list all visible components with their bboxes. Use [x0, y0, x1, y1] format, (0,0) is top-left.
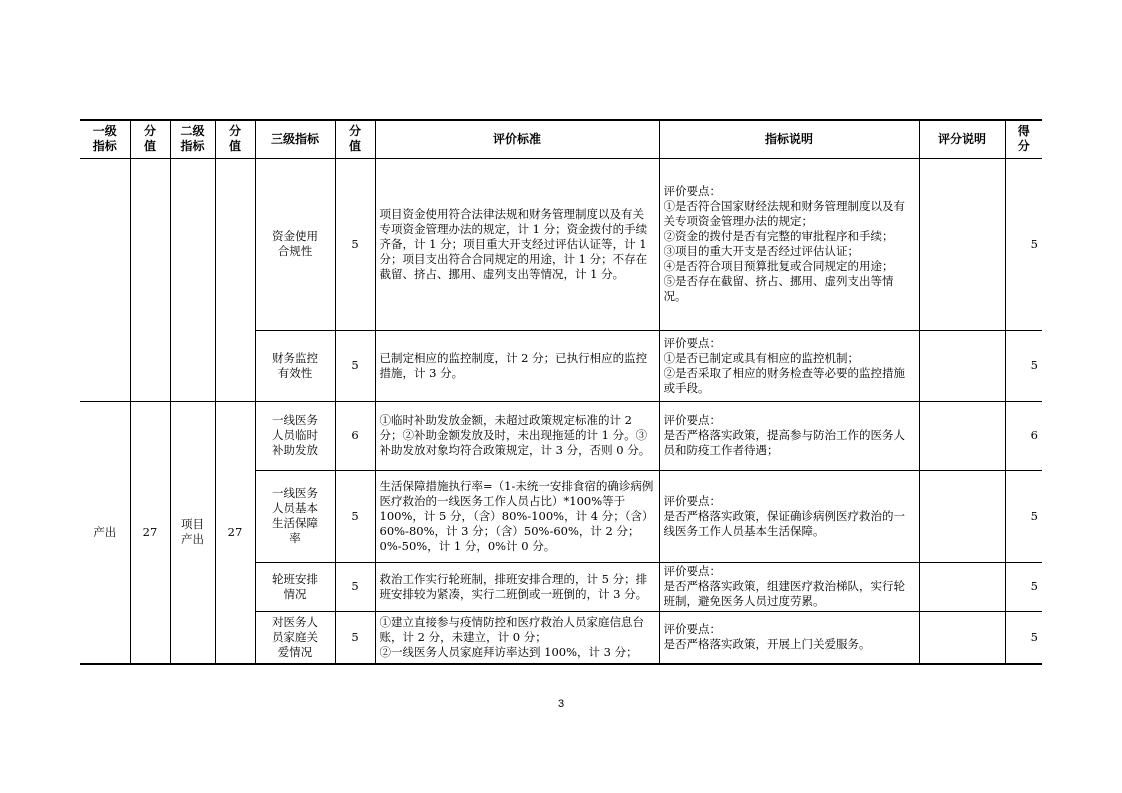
indicator-explanation: 评价要点： 是否严格落实政策，开展上门关爱服务。 [659, 611, 919, 664]
evaluation-criteria: 项目资金使用符合法律法规和财务管理制度以及有关专项资金管理办法的规定，计 1 分；资金拨付的手续齐备，计 1 分；项目重大开支经过评估认证等，计 1 分；项目支出符合合同规定的用途，计 1 分；不存在截留、挤占、挪用、虚列支出等情况，计 1 分。 [375, 158, 659, 330]
indicator-score: 6 [335, 401, 375, 470]
table-row [80, 158, 1042, 330]
score1-output: 27 [130, 401, 170, 664]
table-row [80, 401, 1042, 470]
evaluation-criteria: 生活保障措施执行率=（1-未统一安排食宿的确诊病例医疗救治的一线医务工作人员占比）*100%等于 100%，计 5 分，（含）80%-100%，计 4 分；（含）60%-80%，计 3 分；（含）50%-60%，计 2 分；0%-50%，计 1 分，0%计 0 分。 [375, 470, 659, 562]
indicator-score: 5 [335, 330, 375, 401]
header-explanation: 指标说明 [659, 120, 919, 158]
indicator-name: 对医务人 员家庭关 爱情况 [255, 611, 335, 664]
indicator-score: 5 [335, 470, 375, 562]
score1-cell-empty [130, 158, 170, 401]
header-obtained: 得 分 [1005, 120, 1042, 158]
indicator-explanation: 评价要点： ①是否已制定或具有相应的监控机制； ②是否采取了相应的财务检查等必要的监控措施或手段。 [659, 330, 919, 401]
level1-cell-empty [80, 158, 130, 401]
header-criteria: 评价标准 [375, 120, 659, 158]
score2-output: 27 [215, 401, 255, 664]
indicator-score: 5 [335, 611, 375, 664]
scoring-note [919, 562, 1005, 611]
evaluation-criteria: ①临时补助发放金额，未超过政策规定标准的计 2 分；②补助金额发放及时，未出现拖延的计 1 分。③补助发放对象均符合政策规定，计 3 分，否则 0 分。 [375, 401, 659, 470]
header-score2: 分 值 [215, 120, 255, 158]
scoring-note [919, 158, 1005, 330]
indicator-score: 5 [335, 158, 375, 330]
header-level1: 一级 指标 [80, 120, 130, 158]
header-score1: 分 值 [130, 120, 170, 158]
obtained-score: 5 [1005, 158, 1042, 330]
scoring-note [919, 401, 1005, 470]
obtained-score: 5 [1005, 330, 1042, 401]
level2-cell-empty [170, 158, 215, 401]
indicator-name: 资金使用 合规性 [255, 158, 335, 330]
page-number: 3 [557, 698, 565, 710]
obtained-score: 6 [1005, 401, 1042, 470]
evaluation-criteria: ①建立直接参与疫情防控和医疗救治人员家庭信息台账，计 2 分，未建立，计 0 分； ②一线医务人员家庭拜访率达到 100%，计 3 分； [375, 611, 659, 664]
evaluation-table [80, 119, 1042, 665]
evaluation-criteria: 已制定相应的监控制度，计 2 分；已执行相应的监控措施，计 3 分。 [375, 330, 659, 401]
indicator-explanation: 评价要点： ①是否符合国家财经法规和财务管理制度以及有关专项资金管理办法的规定； ②资金的拨付是否有完整的审批程序和手续； ③项目的重大开支是否经过评估认证； ④是否符合项目预算批复或合同规定的用途； ⑤是否存在截留、挤占、挪用、虚列支出等情况。 [659, 158, 919, 330]
indicator-score: 5 [335, 562, 375, 611]
indicator-explanation: 评价要点： 是否严格落实政策，提高参与防治工作的医务人员和防疫工作者待遇； [659, 401, 919, 470]
scoring-note [919, 330, 1005, 401]
header-score3: 分 值 [335, 120, 375, 158]
score2-cell-empty [215, 158, 255, 401]
header-scoring-note: 评分说明 [919, 120, 1005, 158]
obtained-score: 5 [1005, 562, 1042, 611]
level1-output: 产出 [80, 401, 130, 664]
scoring-note [919, 470, 1005, 562]
indicator-name: 一线医务 人员临时 补助发放 [255, 401, 335, 470]
indicator-explanation: 评价要点： 是否严格落实政策，保证确诊病例医疗救治的一线医务工作人员基本生活保障。 [659, 470, 919, 562]
header-level2: 二级 指标 [170, 120, 215, 158]
indicator-name: 轮班安排 情况 [255, 562, 335, 611]
header-level3: 三级指标 [255, 120, 335, 158]
level2-project-output: 项目 产出 [170, 401, 215, 664]
obtained-score: 5 [1005, 611, 1042, 664]
indicator-explanation: 评价要点： 是否严格落实政策，组建医疗救治梯队，实行轮班制，避免医务人员过度劳累。 [659, 562, 919, 611]
evaluation-criteria: 救治工作实行轮班制，排班安排合理的，计 5 分；排班安排较为紧凑，实行二班倒或一班倒的，计 3 分。 [375, 562, 659, 611]
obtained-score: 5 [1005, 470, 1042, 562]
scoring-note [919, 611, 1005, 664]
indicator-name: 一线医务 人员基本 生活保障 率 [255, 470, 335, 562]
indicator-name: 财务监控 有效性 [255, 330, 335, 401]
table-header-row [80, 120, 1042, 158]
